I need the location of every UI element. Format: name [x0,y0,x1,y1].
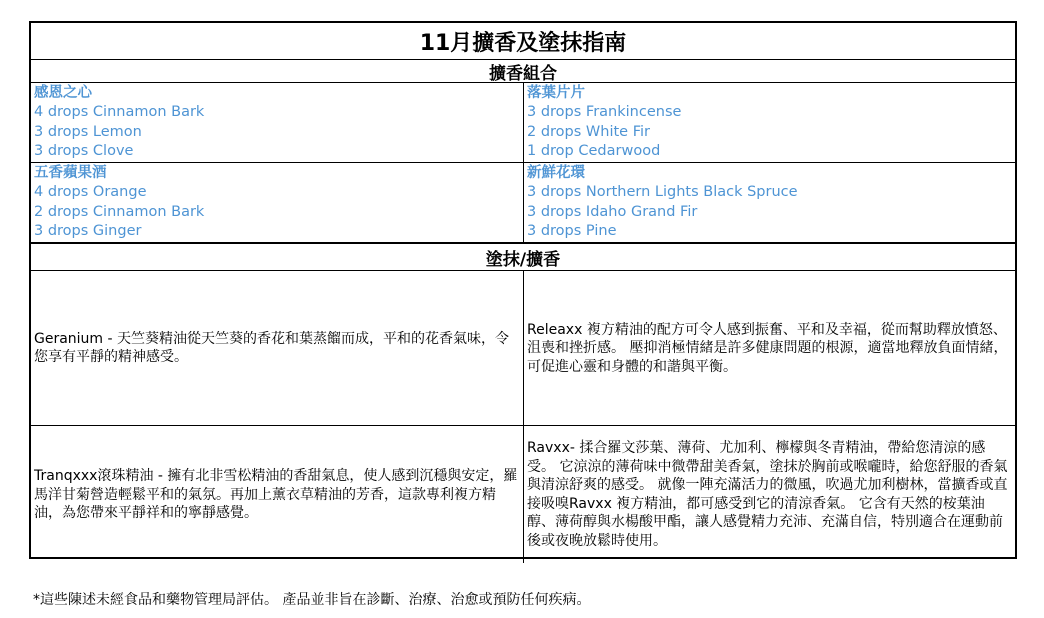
blend-line: 3 drops Ginger [34,223,142,240]
blend-name: 感恩之心 [34,85,92,101]
blend-line: 3 drops Idaho Grand Fir [527,203,698,220]
blend-cell [31,163,523,242]
apply-section-header: 塗抹/擴香 [31,243,1015,271]
blend-cell [523,83,1015,162]
blend-line: 3 drops Pine [527,223,617,240]
apply-row [31,271,1015,425]
page-title: 11月擴香及塗抹指南 [31,23,1015,60]
blend-line: 3 drops Northern Lights Black Spruce [527,184,798,201]
disclaimer-footnote: *這些陳述未經食品和藥物管理局評估。 產品並非旨在診斷、治療、治愈或預防任何疾病。 [33,592,591,608]
blend-line: 1 drop Cedarwood [527,142,661,159]
blend-line: 3 drops Lemon [34,123,142,140]
blend-line: 4 drops Orange [34,184,147,201]
blend-row [31,163,1015,243]
diffuse-section-header: 擴香組合 [31,60,1015,83]
blend-row [31,83,1015,163]
apply-cell [31,426,523,563]
apply-description: Releaxx 複方精油的配方可令人感到振奮、平和及幸福，從而幫助釋放憤怒、沮喪和挫折感。 壓抑消極情緒是許多健康問題的根源，適當地釋放負面情緒，可促進心靈和身體的和諧與平衡。 [527,321,1008,375]
blend-line: 3 drops Clove [34,142,134,159]
blend-cell [523,163,1015,242]
blend-cell [31,83,523,162]
blend-line: 3 drops Frankincense [527,104,682,121]
blend-line: 2 drops White Fir [527,123,650,140]
apply-description: Tranqxxx滾珠精油 - 擁有北非雪松精油的香甜氣息，使人感到沉穩與安定，羅馬洋甘菊營造輕鬆平和的氣氛。再加上薰衣草精油的芳香，這款專利複方精油，為您帶來平靜祥和的寧靜感覺。 [34,468,518,522]
apply-description: Geranium - 天竺葵精油從天竺葵的香花和葉蒸餾而成，平和的花香氣味，令您享有平靜的精神感受。 [34,330,510,366]
blend-name: 新鮮花環 [527,165,585,182]
apply-cell [523,271,1015,425]
blend-line: 4 drops Cinnamon Bark [34,104,205,121]
apply-cell [523,426,1015,563]
blend-name: 落葉片片 [527,85,585,101]
blend-line: 2 drops Cinnamon Bark [34,203,205,220]
blend-name: 五香蘋果酒 [34,165,107,182]
apply-cell [31,271,523,425]
apply-description: Ravxx- 揉合羅文莎葉、薄荷、尤加利、檸檬與冬青精油，帶給您清涼的感受。 它涼涼的薄荷味中微帶甜美香氣，塗抹於胸前或喉嚨時，給您舒服的香氣與清涼舒爽的感受。 就像一陣充滿活力的微風，吹過尤加利樹林，當擴香或直接吸嗅Ravxx 複方精油，都可感受到它的清涼香氣。 它含有天然的桉葉油醇、薄荷醇與水楊酸甲酯，讓人感覺精力充沛、充滿自信，特別適合在運動前後或夜晚放鬆時使用。 [527,440,1008,549]
guide-table [29,21,1017,559]
apply-row [31,425,1015,563]
